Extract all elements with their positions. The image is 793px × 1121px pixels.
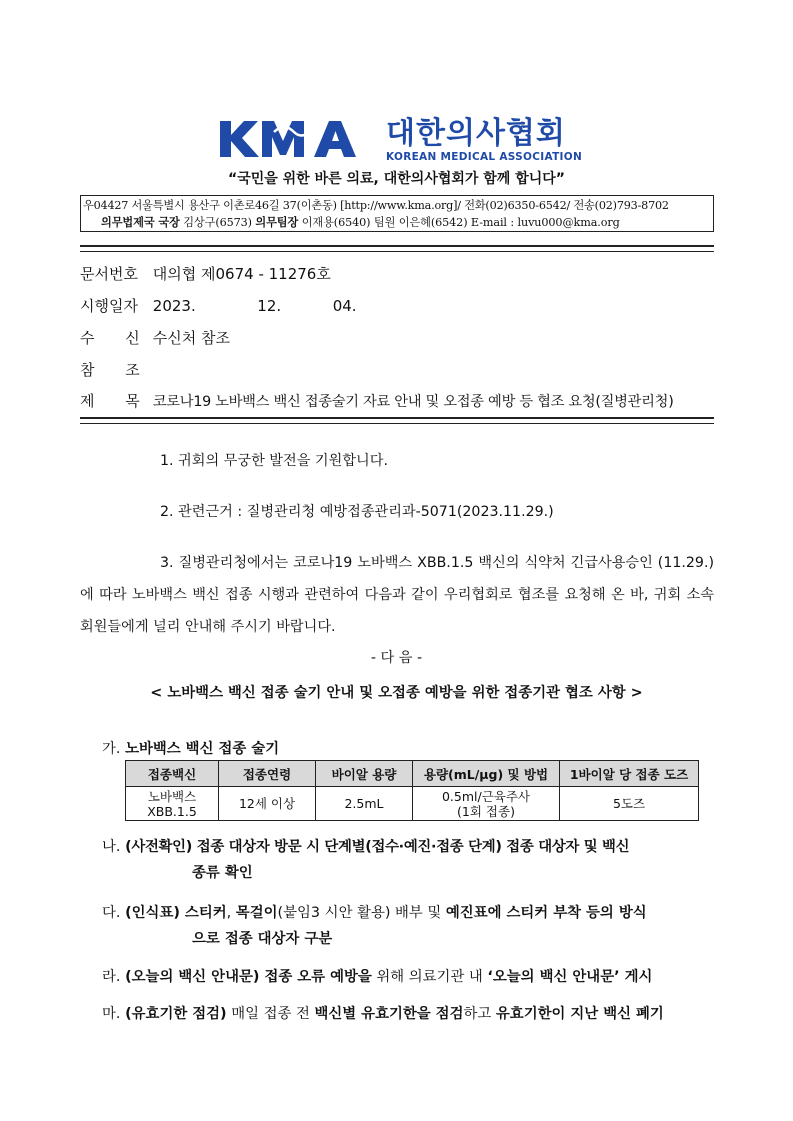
recipient-label: 수 신	[80, 329, 140, 347]
item-ra-marker: 라.	[102, 969, 121, 985]
dept-label: 의무법제국 국장	[101, 215, 180, 229]
item-ma-marker: 마.	[102, 1006, 121, 1022]
item-da-line2: 으로 접종 대상자 구분	[192, 931, 333, 947]
table-header: 바이알 용량	[316, 761, 413, 787]
cell-vial: 2.5mL	[316, 787, 413, 821]
header-top-rule	[80, 245, 714, 252]
recipient-row	[80, 327, 230, 348]
date-month: 12.	[257, 297, 282, 315]
logo-korean-name: 대한의사협회	[386, 116, 566, 151]
table-header-row	[126, 761, 699, 787]
item-da: 다. (인식표) 스티커, 목걸이(붙임3 시안 활용) 배부 및 예진표에 스티커 부착 등의 방식	[102, 905, 647, 921]
contact-staff	[101, 214, 620, 231]
date-day: 04.	[332, 297, 357, 315]
cell-dose: 0.5ml/근육주사 (1회 접종)	[413, 787, 560, 821]
item-na-line2: 종류 확인	[192, 865, 253, 881]
table-header: 접종백신	[126, 761, 219, 787]
item-ma: 마. (유효기한 점검) 매일 접종 전 백신별 유효기한을 점검하고 유효기한이 지난 백신 폐기	[102, 1006, 664, 1022]
logo-english-name: KOREAN MEDICAL ASSOCIATION	[386, 151, 583, 163]
date-row	[80, 295, 357, 316]
cell-doses: 5도즈	[560, 787, 699, 821]
separator: - 다 음 -	[370, 650, 423, 666]
contact-address: 우04427 서울특별시 용산구 이촌로46길 37(이촌동) [http://www.kma.org]/ 전화(02)6350-6542/ 전송(02)793-8702	[83, 199, 669, 212]
paragraph-2: 2. 관련근거 : 질병관리청 예방접종관리과-5071(2023.11.29.)	[160, 504, 554, 520]
paragraph-1: 1. 귀회의 무궁한 발전을 기원합니다.	[160, 453, 388, 469]
doc-number-row	[80, 263, 331, 284]
team-label: 의무팀장	[255, 215, 299, 229]
item-ra: 라. (오늘의 백신 안내문) 접종 오류 예방을 위해 의료기관 내 ‘오늘의 백신 안내문’ 게시	[102, 969, 653, 985]
item-na	[102, 835, 629, 856]
item-ga-title: 노바백스 백신 접종 술기	[125, 741, 280, 757]
date-year: 2023.	[152, 297, 196, 315]
table-header: 접종연령	[219, 761, 316, 787]
subject-row	[80, 390, 673, 411]
table-row	[126, 787, 699, 821]
team-rest: 이재용(6540) 팀원 이은혜(6542) E-mail : luvu000@kma.org	[298, 216, 620, 229]
contact-box	[80, 195, 714, 232]
doc-number-label: 문서번호	[80, 265, 138, 283]
table-header: 1바이알 당 접종 도즈	[560, 761, 699, 787]
reference-row	[80, 359, 148, 380]
item-na-line1: (사전확인) 접종 대상자 방문 시 단계별(접수·예진·접종 단계) 접종 대상자 및 백신	[125, 839, 630, 855]
section-title: < 노바백스 백신 접종 술기 안내 및 오접종 예방을 위한 접종기관 협조 사항 >	[150, 685, 643, 701]
subject-label: 제 목	[80, 392, 140, 410]
dept-name: 김상구(6573)	[179, 216, 256, 229]
table-header: 용량(mL/μg) 및 방법	[413, 761, 560, 787]
date-label: 시행일자	[80, 297, 138, 315]
item-da-marker: 다.	[102, 905, 121, 921]
paragraph-3: 3. 질병관리청에서는 코로나19 노바백스 XBB.1.5 백신의 식약처 긴급사용승인 (11.29.)에 따라 노바백스 백신 접종 시행과 관련하여 다음과 같이 우리협회로 협조를 요청해 온 바, 귀회 소속회원들에게 널리 안내해 주시기 바랍니다.	[80, 555, 714, 635]
doc-number: 대의협 제0674 - 11276호	[152, 265, 331, 283]
reference-label: 참 조	[80, 361, 140, 379]
header-bottom-rule	[80, 417, 714, 424]
vaccine-table	[125, 760, 699, 821]
subject: 코로나19 노바백스 백신 접종술기 자료 안내 및 오접종 예방 등 협조 요청(질병관리청)	[152, 394, 674, 410]
recipient: 수신처 참조	[152, 329, 230, 347]
kma-logo-mark	[218, 118, 378, 160]
kma-logo	[218, 116, 583, 163]
item-na-marker: 나.	[102, 839, 121, 855]
cell-age: 12세 이상	[219, 787, 316, 821]
cell-vaccine: 노바백스 XBB.1.5	[126, 787, 219, 821]
item-ga	[102, 737, 279, 758]
slogan: “국민을 위한 바른 의료, 대한의사협회가 함께 합니다”	[228, 171, 565, 187]
item-ga-marker: 가.	[102, 741, 121, 757]
